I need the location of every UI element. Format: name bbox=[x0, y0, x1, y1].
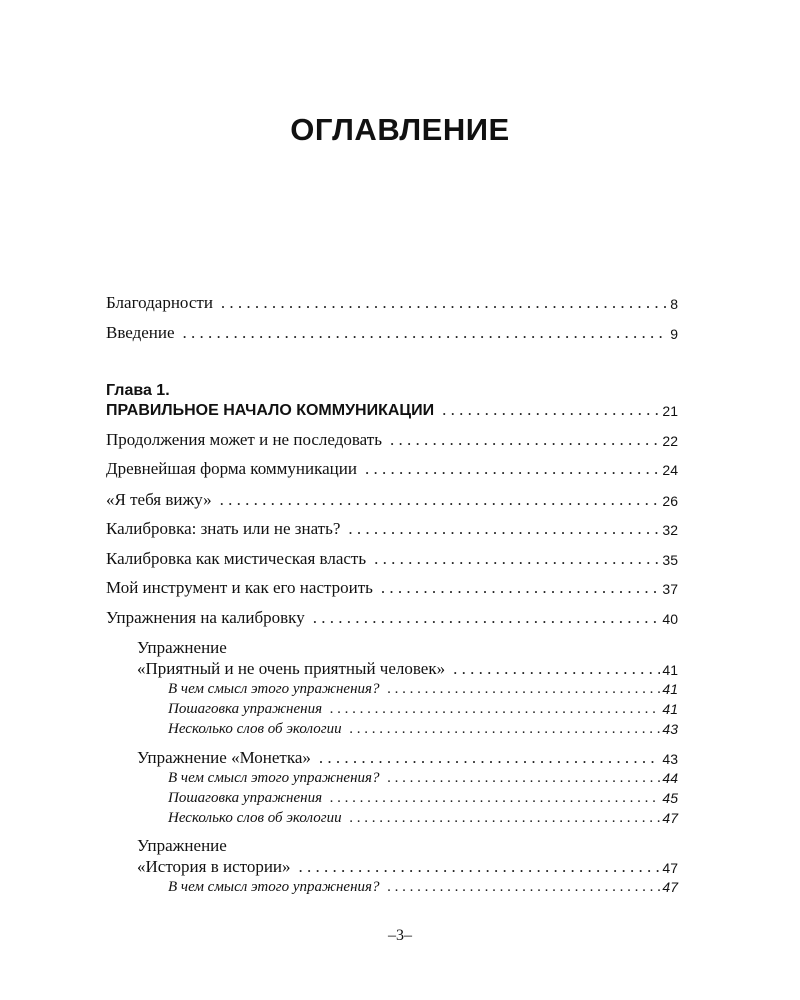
toc-entry-title: Введение bbox=[106, 323, 175, 342]
toc-entry-title: Упражнение «Монетка» bbox=[137, 748, 311, 767]
toc-entry-title: «Я тебя вижу» bbox=[106, 490, 212, 509]
toc-entry-subsection[interactable] bbox=[168, 721, 678, 738]
toc-entry-page: 9 bbox=[670, 326, 678, 342]
toc-entry-section[interactable] bbox=[106, 578, 678, 598]
dot-leader bbox=[350, 810, 661, 827]
toc-entry-subsection[interactable] bbox=[168, 681, 678, 698]
toc-entry-page: 47 bbox=[662, 860, 678, 876]
toc-entry-page: 41 bbox=[662, 681, 678, 697]
toc-entry-subsection[interactable] bbox=[168, 701, 678, 718]
page-title: ОГЛАВЛЕНИЕ bbox=[290, 112, 510, 147]
toc-entry-title: Благодарности bbox=[106, 293, 213, 312]
dot-leader bbox=[374, 549, 660, 569]
toc-entry-section[interactable] bbox=[106, 519, 678, 539]
toc-entry-page: 32 bbox=[662, 522, 678, 538]
dot-leader bbox=[388, 681, 661, 698]
toc-entry-page: 8 bbox=[670, 296, 678, 312]
toc-entry-page: 45 bbox=[662, 790, 678, 806]
toc-entry-subsection[interactable] bbox=[168, 770, 678, 787]
toc-entry-page: 40 bbox=[662, 611, 678, 627]
toc-entry-title: В чем смысл этого упражнения? bbox=[168, 681, 380, 697]
toc-entry-section[interactable] bbox=[106, 459, 678, 479]
toc-entry-page: 35 bbox=[662, 552, 678, 568]
dot-leader bbox=[388, 770, 661, 787]
dot-leader bbox=[220, 490, 661, 510]
toc-entry-title: Калибровка: знать или не знать? bbox=[106, 519, 341, 538]
toc-entry-section[interactable] bbox=[106, 430, 678, 450]
dot-leader bbox=[330, 790, 660, 807]
toc-entry-acknowledgements[interactable] bbox=[106, 293, 678, 313]
toc-entry-title: Пошаговка упражнения bbox=[168, 701, 323, 717]
dot-leader bbox=[350, 721, 661, 738]
toc-entry-page: 24 bbox=[662, 462, 678, 478]
toc-entry-title: Мой инструмент и как его настроить bbox=[106, 578, 373, 597]
toc-entry-subsection[interactable] bbox=[168, 790, 678, 807]
toc-entry-subsection[interactable] bbox=[168, 879, 678, 896]
dot-leader bbox=[183, 323, 669, 343]
toc-entry-title: Упражнения на калибровку bbox=[106, 608, 305, 627]
dot-leader bbox=[319, 748, 661, 768]
toc-entry-subsection[interactable] bbox=[168, 810, 678, 827]
toc-entry-title: Несколько слов об экологии bbox=[168, 721, 342, 737]
toc-entry-title: Пошаговка упражнения bbox=[168, 790, 323, 806]
dot-leader bbox=[381, 578, 661, 598]
toc-entry-exercise[interactable] bbox=[137, 748, 678, 768]
dot-leader bbox=[388, 879, 661, 896]
toc-entry-exercise[interactable] bbox=[137, 857, 678, 877]
toc-entry-page: 41 bbox=[662, 662, 678, 678]
chapter-title: ПРАВИЛЬНОЕ НАЧАЛО КОММУНИКАЦИИ bbox=[106, 402, 435, 419]
toc-entry-title: В чем смысл этого упражнения? bbox=[168, 770, 380, 786]
toc-entry-section[interactable] bbox=[106, 608, 678, 628]
toc-entry-title: «История в истории» bbox=[137, 857, 291, 876]
exercise-title-line1: Упражнение bbox=[137, 638, 227, 657]
dot-leader bbox=[348, 519, 660, 539]
dot-leader bbox=[390, 430, 660, 450]
toc-entry-page: 37 bbox=[662, 581, 678, 597]
toc-entry-page: 43 bbox=[662, 721, 678, 737]
dot-leader bbox=[221, 293, 668, 313]
toc-entry-title: В чем смысл этого упражнения? bbox=[168, 879, 380, 895]
toc-entry-page: 22 bbox=[662, 433, 678, 449]
dot-leader bbox=[313, 608, 661, 628]
toc-entry-introduction[interactable] bbox=[106, 323, 678, 343]
toc-entry-page: 47 bbox=[662, 810, 678, 826]
page-number: –3– bbox=[388, 927, 412, 944]
toc-entry-title: Несколько слов об экологии bbox=[168, 810, 342, 826]
toc-entry-section[interactable] bbox=[106, 490, 678, 510]
dot-leader bbox=[442, 400, 660, 420]
toc-entry-title: Продолжения может и не последовать bbox=[106, 430, 382, 449]
dot-leader bbox=[365, 459, 660, 479]
toc-entry-page: 26 bbox=[662, 493, 678, 509]
toc-entry-page: 21 bbox=[662, 403, 678, 419]
toc-entry-title: «Приятный и не очень приятный человек» bbox=[137, 659, 446, 678]
toc-entry-page: 44 bbox=[662, 770, 678, 786]
dot-leader bbox=[299, 857, 661, 877]
toc-entry-section[interactable] bbox=[106, 549, 678, 569]
dot-leader bbox=[330, 701, 660, 718]
toc-entry-exercise[interactable] bbox=[137, 659, 678, 679]
chapter-label: Глава 1. bbox=[106, 382, 170, 399]
toc-entry-page: 47 bbox=[662, 879, 678, 895]
toc-entry-page: 41 bbox=[662, 701, 678, 717]
dot-leader bbox=[453, 659, 660, 679]
toc-entry-page: 43 bbox=[662, 751, 678, 767]
toc-entry-title: Калибровка как мистическая власть bbox=[106, 549, 367, 568]
toc-entry-chapter-1[interactable] bbox=[106, 400, 678, 420]
exercise-title-line1: Упражнение bbox=[137, 836, 227, 855]
toc-entry-title: Древнейшая форма коммуникации bbox=[106, 459, 357, 478]
